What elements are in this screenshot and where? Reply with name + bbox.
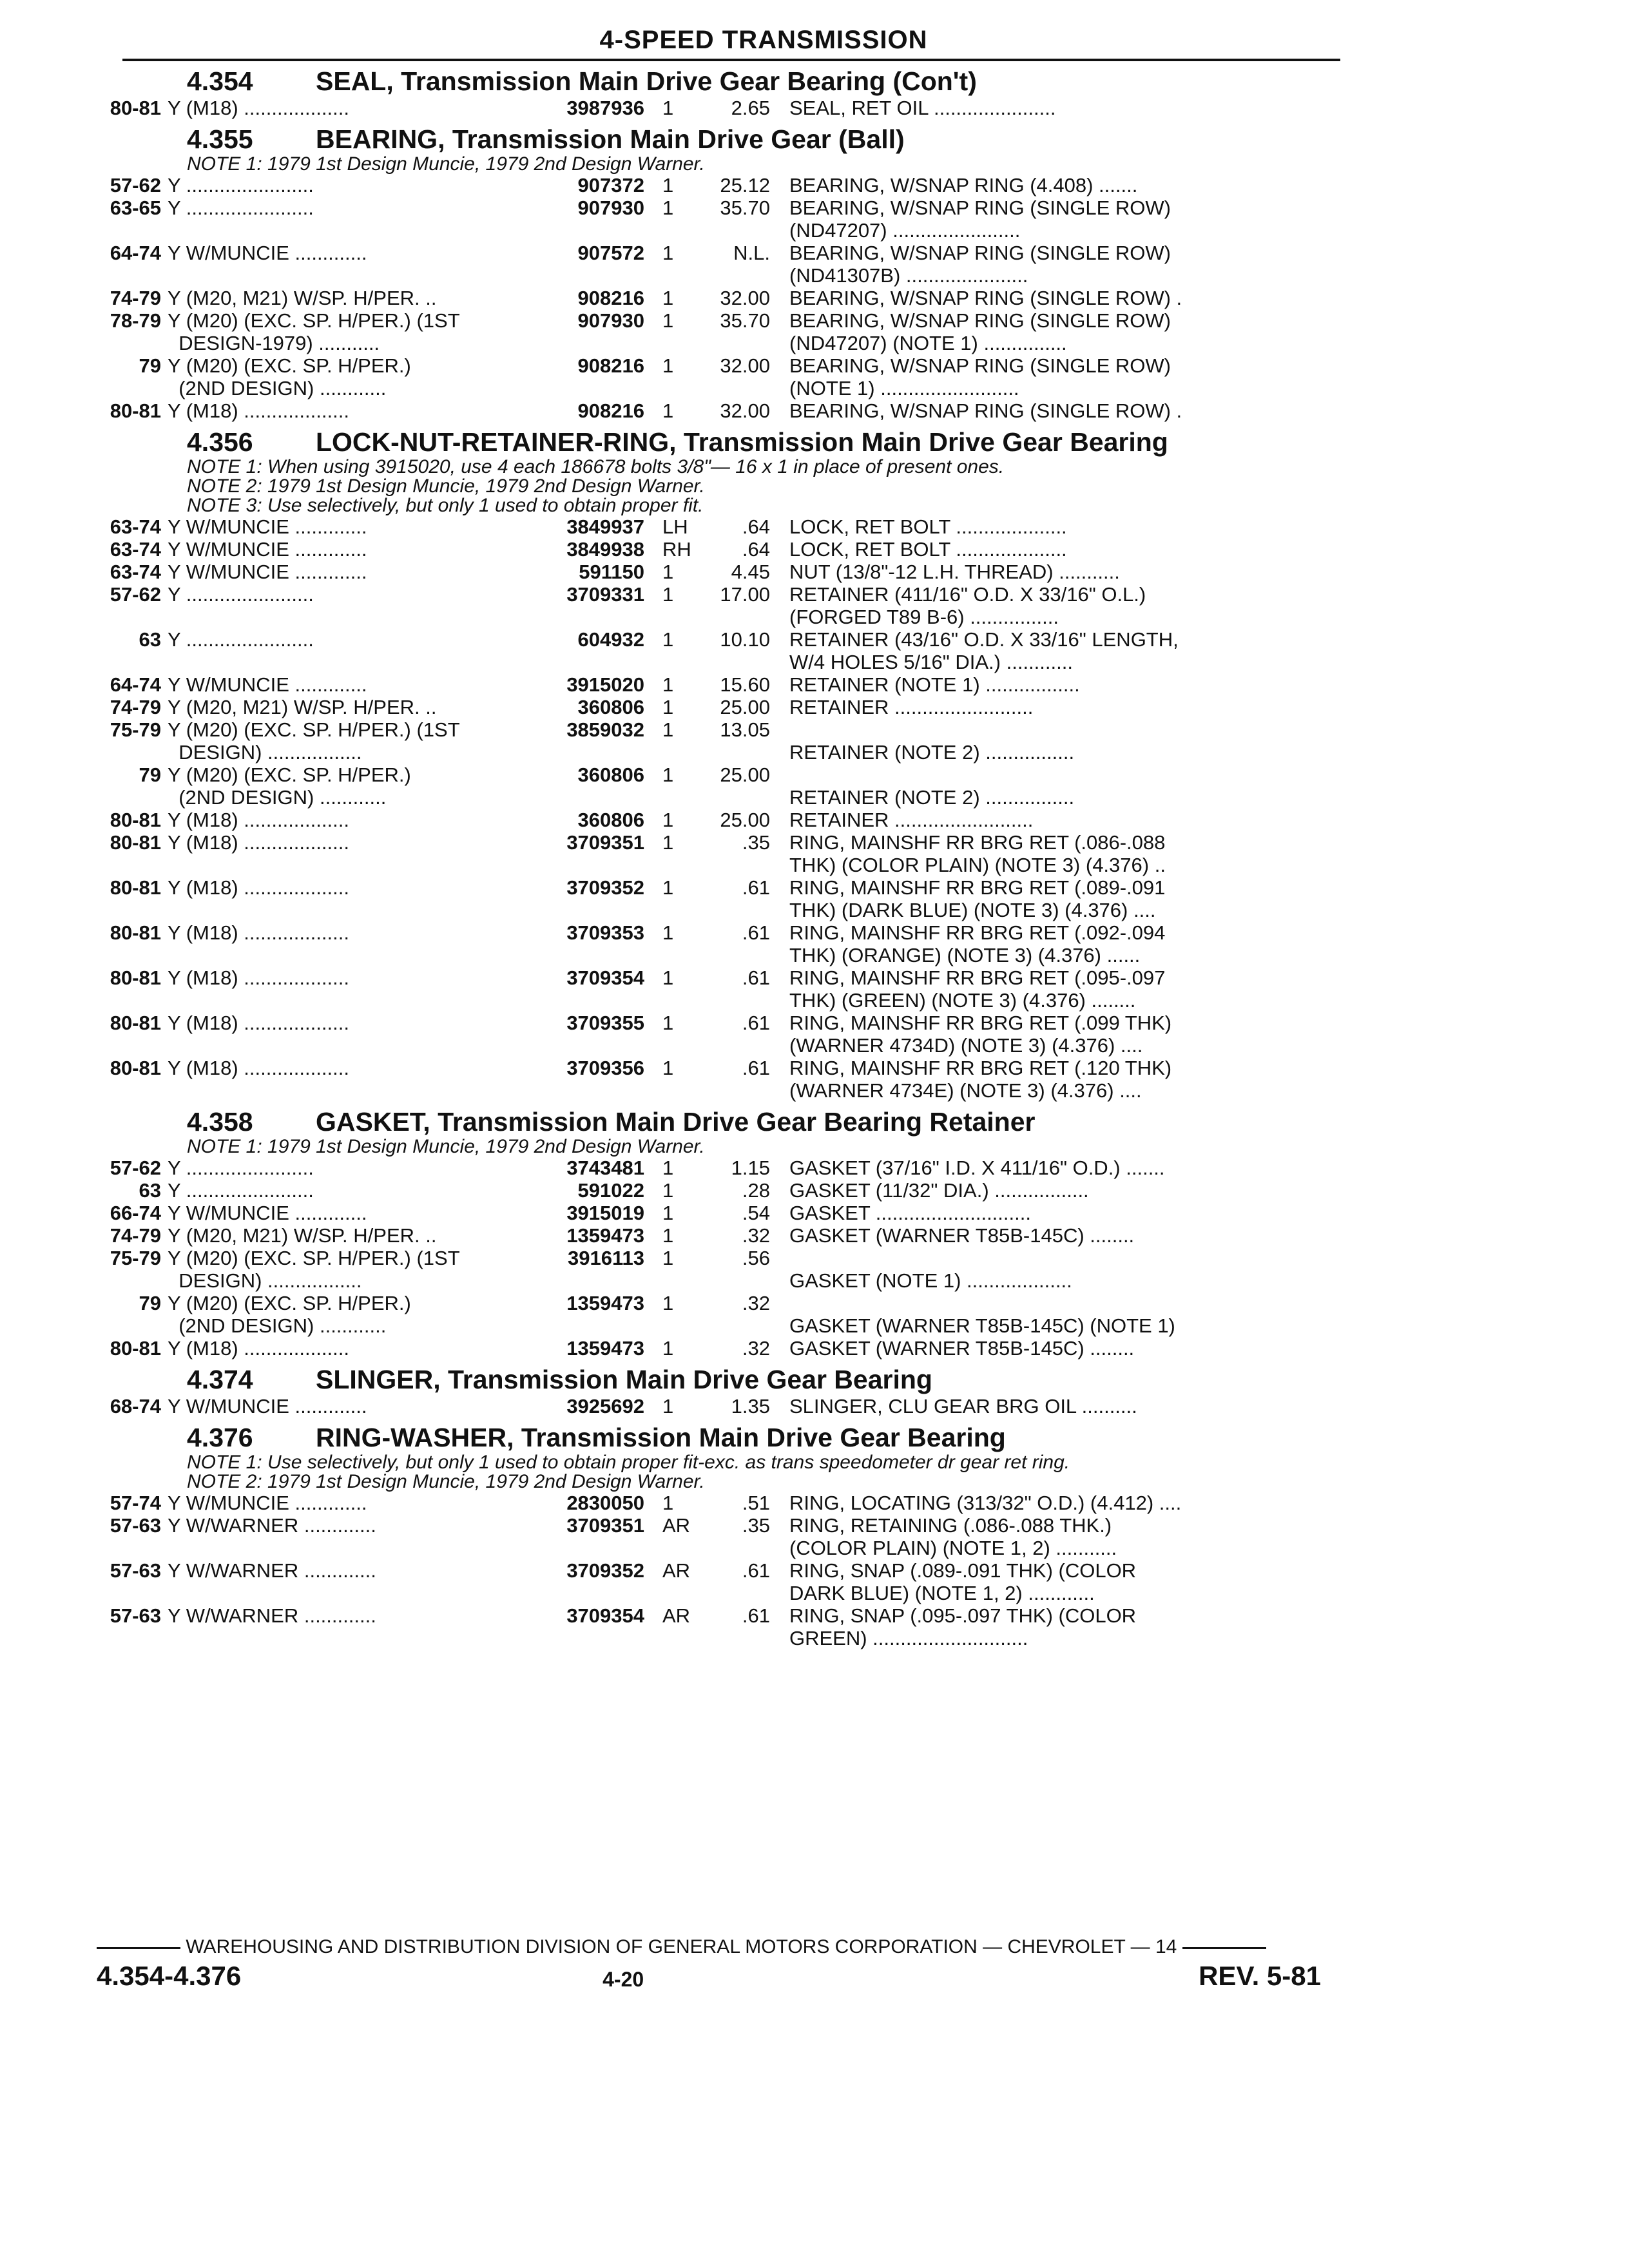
application: Y (M20) (EXC. SP. H/PER.) (1ST DESIGN) ................. — [168, 718, 460, 764]
price: .61 — [742, 1559, 770, 1582]
application: Y W/MUNCIE ............. — [168, 561, 367, 583]
model-year: 80-81 — [110, 966, 161, 989]
part-row — [97, 718, 1340, 764]
price: 32.00 — [720, 399, 770, 422]
part-description: RING, SNAP (.095-.097 THK) (COLOR GREEN) ............................ — [789, 1604, 1137, 1649]
section-4-354 — [97, 66, 1340, 119]
model-year: 63-74 — [110, 515, 161, 538]
model-year: 57-63 — [110, 1559, 161, 1582]
part-number: 3709354 — [566, 1604, 644, 1627]
part-description: RING, MAINSHF RR BRG RET (.095-.097 THK) (GREEN) (NOTE 3) (4.376) ........ — [789, 966, 1166, 1012]
price: 25.12 — [720, 174, 770, 197]
part-row — [97, 1492, 1340, 1514]
model-year: 63 — [139, 1179, 161, 1202]
part-description: RETAINER (NOTE 1) ................. — [789, 673, 1080, 696]
section-note: NOTE 1: Use selectively, but only 1 used to obtain proper fit-exc. as trans speedometer dr gear ret ring. — [187, 1452, 1070, 1473]
part-number: 907930 — [577, 309, 644, 332]
part-description: RETAINER ......................... — [789, 696, 1034, 718]
part-description: RING, MAINSHF RR BRG RET (.099 THK) (WARNER 4734D) (NOTE 3) (4.376) .... — [789, 1012, 1172, 1057]
part-number: 591022 — [577, 1179, 644, 1202]
application: Y ....................... — [168, 197, 314, 219]
part-description: GASKET (WARNER T85B-145C) (NOTE 1) — [789, 1314, 1175, 1337]
part-description: RING, MAINSHF RR BRG RET (.086-.088 THK) (COLOR PLAIN) (NOTE 3) (4.376) .. — [789, 831, 1166, 876]
section-4-376 — [97, 1423, 1340, 1649]
application: Y (M20) (EXC. SP. H/PER.) (2ND DESIGN) ............ — [168, 354, 411, 399]
price: 15.60 — [720, 673, 770, 696]
application: Y W/MUNCIE ............. — [168, 1492, 367, 1514]
part-number: 591150 — [579, 561, 644, 583]
price: .61 — [742, 1057, 770, 1079]
part-number: 2830050 — [566, 1492, 644, 1514]
part-description: GASKET ............................ — [789, 1202, 1031, 1224]
model-year: 63 — [139, 628, 161, 651]
application: Y (M18) ................... — [168, 97, 349, 119]
section-4-374 — [97, 1365, 1340, 1418]
part-row — [97, 876, 1340, 921]
section-note: NOTE 2: 1979 1st Design Muncie, 1979 2nd Design Warner. — [187, 476, 705, 497]
model-year: 80-81 — [110, 876, 161, 899]
part-number: 1359473 — [566, 1292, 644, 1314]
part-description: RING, MAINSHF RR BRG RET (.120 THK) (WARNER 4734E) (NOTE 3) (4.376) .... — [789, 1057, 1172, 1102]
section-number: 4.354 — [187, 66, 253, 96]
application: Y (M18) ................... — [168, 876, 349, 899]
part-row — [97, 538, 1340, 561]
part-description: BEARING, W/SNAP RING (SINGLE ROW) (ND47207) ....................... — [789, 197, 1171, 242]
application: Y W/MUNCIE ............. — [168, 515, 367, 538]
application: Y ....................... — [168, 174, 314, 197]
model-year: 63-65 — [110, 197, 161, 219]
model-year: 80-81 — [110, 831, 161, 854]
application: Y (M18) ................... — [168, 399, 349, 422]
price: 10.10 — [720, 628, 770, 651]
part-number: 3709352 — [566, 876, 644, 899]
price: 35.70 — [720, 309, 770, 332]
part-number: 907572 — [577, 242, 644, 264]
part-number: 3709352 — [566, 1559, 644, 1582]
part-description: BEARING, W/SNAP RING (4.408) ....... — [789, 174, 1138, 197]
price: 2.65 — [731, 97, 770, 119]
model-year: 64-74 — [110, 242, 161, 264]
footer-page-number: 4-20 — [602, 1968, 644, 1991]
application: Y (M18) ................... — [168, 1337, 349, 1360]
price: 1.35 — [731, 1395, 770, 1418]
part-description: RING, MAINSHF RR BRG RET (.089-.091 THK) (DARK BLUE) (NOTE 3) (4.376) .... — [789, 876, 1166, 921]
model-year: 80-81 — [110, 921, 161, 944]
section-note: NOTE 1: When using 3915020, use 4 each 186678 bolts 3/8"— 16 x 1 in place of present ones. — [187, 456, 1005, 477]
price: N.L. — [733, 242, 770, 264]
part-row — [97, 628, 1340, 673]
price: 4.45 — [731, 561, 770, 583]
section-number: 4.376 — [187, 1423, 253, 1452]
part-description: RING, LOCATING (313/32" O.D.) (4.412) .... — [789, 1492, 1182, 1514]
application: Y W/WARNER ............. — [168, 1514, 376, 1537]
quantity: 1 — [662, 583, 674, 606]
price: .64 — [742, 515, 770, 538]
part-description: GASKET (WARNER T85B-145C) ........ — [789, 1337, 1135, 1360]
price: 25.00 — [720, 809, 770, 831]
part-number: 1359473 — [566, 1337, 644, 1360]
price: .54 — [742, 1202, 770, 1224]
quantity: 1 — [662, 1157, 674, 1179]
model-year: 80-81 — [110, 1057, 161, 1079]
quantity: AR — [662, 1514, 691, 1537]
quantity: 1 — [662, 561, 674, 583]
part-description: BEARING, W/SNAP RING (SINGLE ROW) (ND47207) (NOTE 1) ............... — [789, 309, 1171, 354]
model-year: 78-79 — [110, 309, 161, 332]
part-row — [97, 1292, 1340, 1337]
quantity: 1 — [662, 1492, 674, 1514]
quantity: 1 — [662, 1012, 674, 1034]
price: 17.00 — [720, 583, 770, 606]
price: .51 — [742, 1492, 770, 1514]
part-number: 3916113 — [568, 1247, 644, 1269]
part-description: RING, MAINSHF RR BRG RET (.092-.094 THK) (ORANGE) (NOTE 3) (4.376) ...... — [789, 921, 1166, 966]
part-number: 3709331 — [566, 583, 644, 606]
part-number: 360806 — [577, 696, 644, 718]
part-description: BEARING, W/SNAP RING (SINGLE ROW) . — [789, 399, 1182, 422]
application: Y W/MUNCIE ............. — [168, 1395, 367, 1418]
model-year: 74-79 — [110, 1224, 161, 1247]
part-row — [97, 696, 1340, 718]
part-description: SLINGER, CLU GEAR BRG OIL .......... — [789, 1395, 1137, 1418]
part-number: 3743481 — [566, 1157, 644, 1179]
quantity: 1 — [662, 921, 674, 944]
part-description: RETAINER (411/16" O.D. X 33/16" O.L.) (FORGED T89 B-6) ................ — [789, 583, 1146, 628]
model-year: 57-62 — [110, 174, 161, 197]
part-row — [97, 1395, 1340, 1418]
application: Y ....................... — [168, 583, 314, 606]
section-heading — [187, 1365, 1340, 1395]
part-description: GASKET (NOTE 1) ................... — [789, 1269, 1072, 1292]
model-year: 79 — [139, 764, 161, 786]
quantity: 1 — [662, 1395, 674, 1418]
part-number: 3859032 — [566, 718, 644, 741]
quantity: 1 — [662, 1292, 674, 1314]
model-year: 80-81 — [110, 399, 161, 422]
part-row — [97, 1057, 1340, 1102]
application: Y W/MUNCIE ............. — [168, 242, 367, 264]
section-note: NOTE 3: Use selectively, but only 1 used to obtain proper fit. — [187, 495, 704, 516]
model-year: 74-79 — [110, 696, 161, 718]
quantity: 1 — [662, 809, 674, 831]
section-4-356 — [97, 427, 1340, 1102]
price: 35.70 — [720, 197, 770, 219]
application: Y ....................... — [168, 1157, 314, 1179]
part-number: 3709356 — [566, 1057, 644, 1079]
quantity: 1 — [662, 673, 674, 696]
part-number: 3849938 — [566, 538, 644, 561]
part-description: RETAINER (NOTE 2) ................ — [789, 786, 1075, 809]
part-description: LOCK, RET BOLT .................... — [789, 538, 1067, 561]
part-number: 908216 — [577, 399, 644, 422]
part-row — [97, 1514, 1340, 1559]
part-number: 3925692 — [566, 1395, 644, 1418]
section-heading — [187, 124, 1340, 155]
section-number: 4.358 — [187, 1107, 253, 1137]
quantity: AR — [662, 1604, 691, 1627]
quantity: 1 — [662, 966, 674, 989]
quantity: RH — [662, 538, 691, 561]
price: .28 — [742, 1179, 770, 1202]
section-4-355 — [97, 124, 1340, 422]
part-row — [97, 764, 1340, 809]
price: 25.00 — [720, 696, 770, 718]
price: 1.15 — [731, 1157, 770, 1179]
model-year: 63-74 — [110, 538, 161, 561]
quantity: 1 — [662, 628, 674, 651]
price: 32.00 — [720, 287, 770, 309]
part-row — [97, 966, 1340, 1012]
quantity: 1 — [662, 1179, 674, 1202]
part-number: 3987936 — [566, 97, 644, 119]
section-number: 4.356 — [187, 427, 253, 457]
part-description: RETAINER (NOTE 2) ................ — [789, 741, 1075, 764]
part-row — [97, 1247, 1340, 1292]
application: Y (M20, M21) W/SP. H/PER. .. — [168, 696, 437, 718]
part-row — [97, 1337, 1340, 1360]
model-year: 79 — [139, 354, 161, 377]
page-title: 4-SPEED TRANSMISSION — [599, 26, 928, 54]
part-row — [97, 831, 1340, 876]
application: Y (M18) ................... — [168, 966, 349, 989]
part-number: 1359473 — [566, 1224, 644, 1247]
part-number: 3709351 — [566, 831, 644, 854]
part-row — [97, 1604, 1340, 1649]
application: Y W/MUNCIE ............. — [168, 538, 367, 561]
price: .35 — [742, 1514, 770, 1537]
part-row — [97, 673, 1340, 696]
part-row — [97, 309, 1340, 354]
quantity: 1 — [662, 696, 674, 718]
model-year: 57-74 — [110, 1492, 161, 1514]
part-row — [97, 809, 1340, 831]
part-row — [97, 1179, 1340, 1202]
application: Y (M20) (EXC. SP. H/PER.) (2ND DESIGN) ............ — [168, 764, 411, 809]
quantity: 1 — [662, 1224, 674, 1247]
quantity: 1 — [662, 309, 674, 332]
quantity: 1 — [662, 1247, 674, 1269]
part-number: 604932 — [577, 628, 644, 651]
price: .61 — [742, 966, 770, 989]
model-year: 74-79 — [110, 287, 161, 309]
price: .61 — [742, 1012, 770, 1034]
model-year: 57-63 — [110, 1514, 161, 1537]
part-description: GASKET (37/16" I.D. X 411/16" O.D.) ....... — [789, 1157, 1165, 1179]
model-year: 80-81 — [110, 809, 161, 831]
part-number: 3709351 — [566, 1514, 644, 1537]
page-footer — [97, 1936, 1321, 1992]
part-description: LOCK, RET BOLT .................... — [789, 515, 1067, 538]
catalog-page — [97, 26, 1340, 1649]
quantity: 1 — [662, 197, 674, 219]
part-row — [97, 1202, 1340, 1224]
part-row — [97, 174, 1340, 197]
section-heading — [187, 66, 1340, 97]
quantity: 1 — [662, 354, 674, 377]
application: Y (M20) (EXC. SP. H/PER.) (2ND DESIGN) ............ — [168, 1292, 411, 1337]
part-row — [97, 1559, 1340, 1604]
footer-rule-right — [1182, 1947, 1266, 1949]
application: Y (M18) ................... — [168, 809, 349, 831]
model-year: 63-74 — [110, 561, 161, 583]
price: .61 — [742, 876, 770, 899]
model-year: 57-62 — [110, 583, 161, 606]
part-row — [97, 242, 1340, 287]
application: Y W/WARNER ............. — [168, 1604, 376, 1627]
model-year: 75-79 — [110, 718, 161, 741]
quantity: LH — [662, 515, 688, 538]
application: Y (M18) ................... — [168, 921, 349, 944]
part-description: RETAINER (43/16" O.D. X 33/16" LENGTH, W/4 HOLES 5/16" DIA.) ............ — [789, 628, 1179, 673]
section-note: NOTE 2: 1979 1st Design Muncie, 1979 2nd Design Warner. — [187, 1471, 705, 1492]
application: Y (M20) (EXC. SP. H/PER.) (1ST DESIGN-1979) ........... — [168, 309, 460, 354]
section-title: SLINGER, Transmission Main Drive Gear Bearing — [316, 1365, 932, 1394]
part-description: NUT (13/8"-12 L.H. THREAD) ........... — [789, 561, 1120, 583]
part-row — [97, 97, 1340, 119]
quantity: 1 — [662, 764, 674, 786]
application: Y (M20, M21) W/SP. H/PER. .. — [168, 287, 437, 309]
section-title: SEAL, Transmission Main Drive Gear Bearing (Con't) — [316, 66, 977, 96]
application: Y (M18) ................... — [168, 1012, 349, 1034]
title-rule — [122, 59, 1340, 61]
footer-bottom — [97, 1961, 1321, 1992]
part-number: 3915019 — [566, 1202, 644, 1224]
quantity: 1 — [662, 1337, 674, 1360]
model-year: 68-74 — [110, 1395, 161, 1418]
model-year: 79 — [139, 1292, 161, 1314]
price: .61 — [742, 1604, 770, 1627]
price: .64 — [742, 538, 770, 561]
part-number: 3849937 — [566, 515, 644, 538]
part-row — [97, 1224, 1340, 1247]
application: Y (M18) ................... — [168, 1057, 349, 1079]
section-title: LOCK-NUT-RETAINER-RING, Transmission Main Drive Gear Bearing — [316, 427, 1168, 457]
footer-line — [97, 1936, 1321, 1958]
price: .56 — [742, 1247, 770, 1269]
part-description: BEARING, W/SNAP RING (SINGLE ROW) (NOTE 1) ......................... — [789, 354, 1171, 399]
quantity: 1 — [662, 174, 674, 197]
quantity: 1 — [662, 242, 674, 264]
part-description: BEARING, W/SNAP RING (SINGLE ROW) (ND41307B) ...................... — [789, 242, 1171, 287]
part-description: RING, SNAP (.089-.091 THK) (COLOR DARK BLUE) (NOTE 1, 2) ............ — [789, 1559, 1137, 1604]
model-year: 57-63 — [110, 1604, 161, 1627]
application: Y (M20, M21) W/SP. H/PER. .. — [168, 1224, 437, 1247]
quantity: 1 — [662, 399, 674, 422]
part-description: BEARING, W/SNAP RING (SINGLE ROW) . — [789, 287, 1182, 309]
part-description: RING, RETAINING (.086-.088 THK.) (COLOR PLAIN) (NOTE 1, 2) ........... — [789, 1514, 1117, 1559]
part-row — [97, 399, 1340, 422]
part-number: 907930 — [577, 197, 644, 219]
section-note: NOTE 1: 1979 1st Design Muncie, 1979 2nd Design Warner. — [187, 1136, 705, 1157]
part-number: 360806 — [577, 764, 644, 786]
part-row — [97, 197, 1340, 242]
part-description: GASKET (WARNER T85B-145C) ........ — [789, 1224, 1135, 1247]
model-year: 80-81 — [110, 97, 161, 119]
price: 13.05 — [720, 718, 770, 741]
quantity: 1 — [662, 1057, 674, 1079]
section-title: GASKET, Transmission Main Drive Gear Bearing Retainer — [316, 1107, 1036, 1137]
application: Y (M18) ................... — [168, 831, 349, 854]
quantity: 1 — [662, 718, 674, 741]
section-title: BEARING, Transmission Main Drive Gear (Ball) — [316, 124, 905, 154]
sections-container — [97, 66, 1340, 1649]
section-note: NOTE 1: 1979 1st Design Muncie, 1979 2nd Design Warner. — [187, 153, 705, 175]
model-year: 80-81 — [110, 1337, 161, 1360]
part-number: 3915020 — [566, 673, 644, 696]
part-number: 3709353 — [566, 921, 644, 944]
quantity: 1 — [662, 1202, 674, 1224]
price: 32.00 — [720, 354, 770, 377]
part-description: SEAL, RET OIL ...................... — [789, 97, 1056, 119]
part-description: GASKET (11/32" DIA.) ................. — [789, 1179, 1089, 1202]
application: Y W/WARNER ............. — [168, 1559, 376, 1582]
part-row — [97, 515, 1340, 538]
footer-revision: REV. 5-81 — [1199, 1961, 1321, 1991]
price: .61 — [742, 921, 770, 944]
price: .32 — [742, 1224, 770, 1247]
application: Y W/MUNCIE ............. — [168, 673, 367, 696]
part-row — [97, 1012, 1340, 1057]
quantity: 1 — [662, 97, 674, 119]
quantity: 1 — [662, 876, 674, 899]
application: Y (M20) (EXC. SP. H/PER.) (1ST DESIGN) ................. — [168, 1247, 460, 1292]
application: Y ....................... — [168, 1179, 314, 1202]
footer-text: WAREHOUSING AND DISTRIBUTION DIVISION OF GENERAL MOTORS CORPORATION — CHEVROLET — 14 — [186, 1936, 1177, 1957]
model-year: 80-81 — [110, 1012, 161, 1034]
quantity: 1 — [662, 831, 674, 854]
part-description: RETAINER ......................... — [789, 809, 1034, 831]
part-number: 908216 — [577, 354, 644, 377]
section-title: RING-WASHER, Transmission Main Drive Gear Bearing — [316, 1423, 1006, 1452]
part-number: 360806 — [577, 809, 644, 831]
section-heading — [187, 427, 1340, 457]
section-heading — [187, 1423, 1340, 1453]
footer-range: 4.354-4.376 — [97, 1961, 242, 1991]
section-4-358 — [97, 1107, 1340, 1360]
part-row — [97, 583, 1340, 628]
model-year: 75-79 — [110, 1247, 161, 1269]
application: Y W/MUNCIE ............. — [168, 1202, 367, 1224]
part-number: 907372 — [577, 174, 644, 197]
section-number: 4.374 — [187, 1365, 253, 1394]
part-row — [97, 354, 1340, 399]
section-heading — [187, 1107, 1340, 1137]
price: 25.00 — [720, 764, 770, 786]
part-number: 908216 — [577, 287, 644, 309]
model-year: 66-74 — [110, 1202, 161, 1224]
price: .35 — [742, 831, 770, 854]
part-number: 3709355 — [566, 1012, 644, 1034]
model-year: 57-62 — [110, 1157, 161, 1179]
section-number: 4.355 — [187, 124, 253, 154]
quantity: 1 — [662, 287, 674, 309]
part-row — [97, 561, 1340, 583]
quantity: AR — [662, 1559, 691, 1582]
application: Y ....................... — [168, 628, 314, 651]
part-row — [97, 921, 1340, 966]
price: .32 — [742, 1292, 770, 1314]
footer-rule-left — [97, 1947, 180, 1949]
part-row — [97, 287, 1340, 309]
model-year: 64-74 — [110, 673, 161, 696]
part-number: 3709354 — [566, 966, 644, 989]
price: .32 — [742, 1337, 770, 1360]
part-row — [97, 1157, 1340, 1179]
